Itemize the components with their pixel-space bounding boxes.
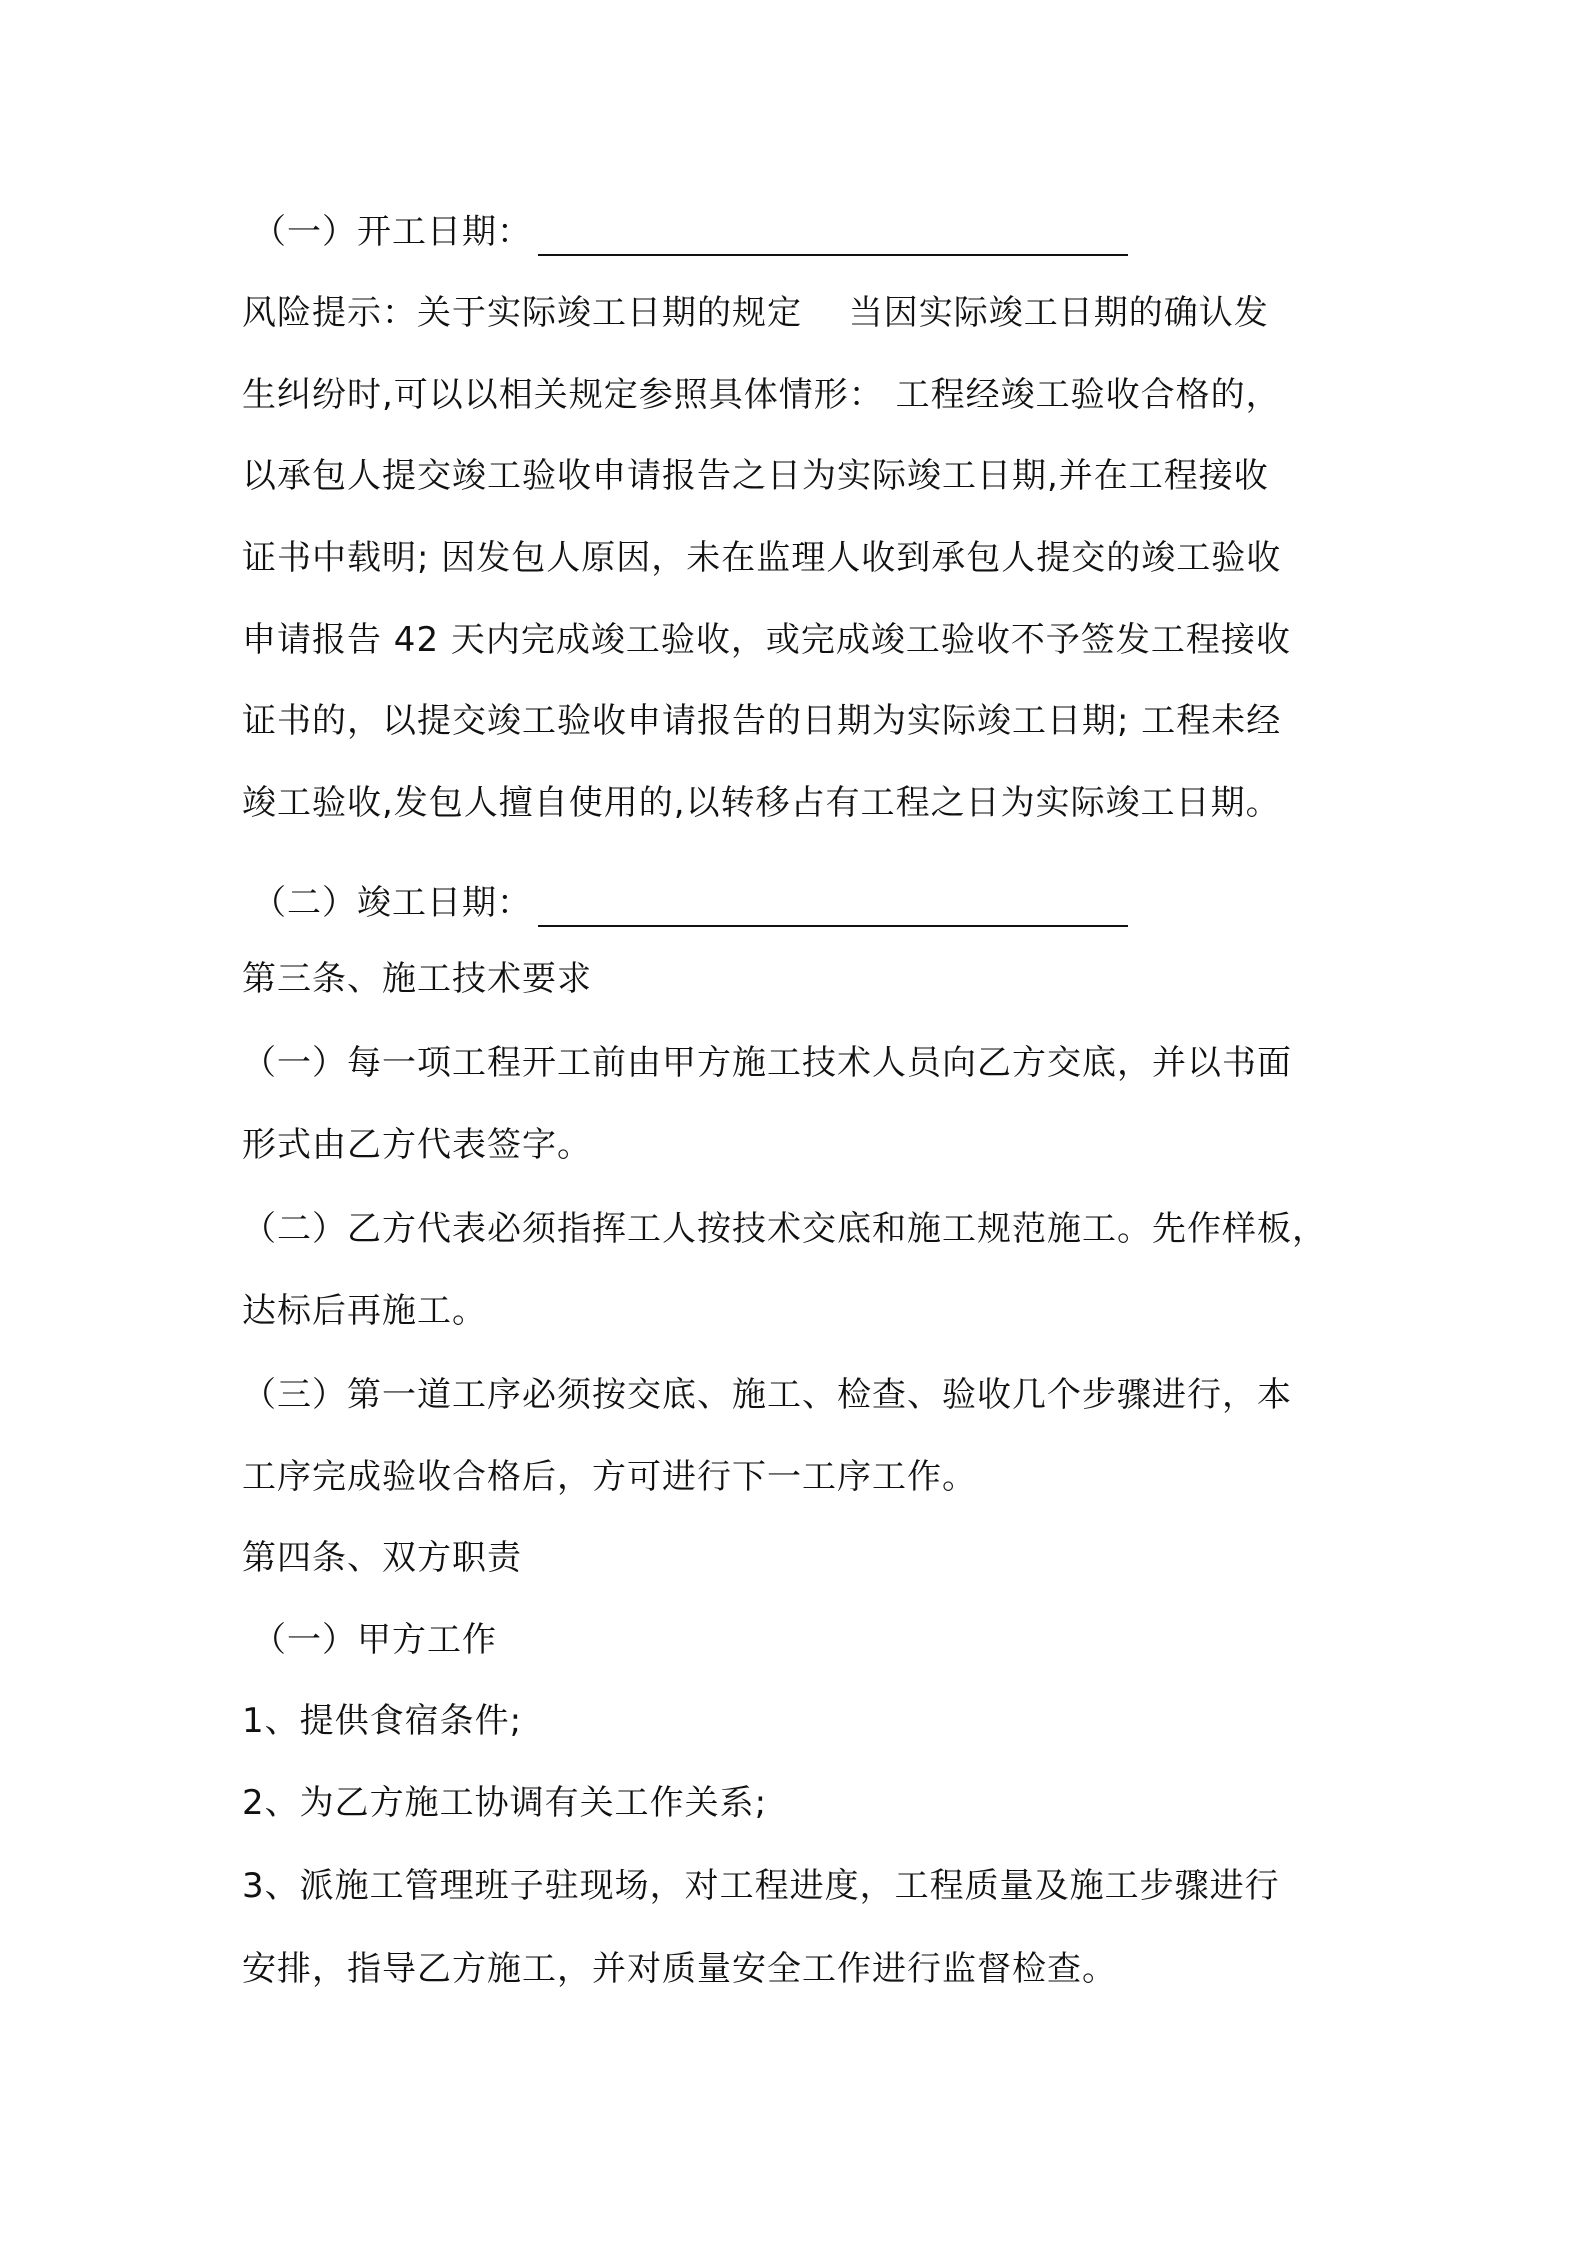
risk-tip-line: 证书中载明; 因发包人原因，未在监理人收到承包人提交的竣工验收: [242, 538, 1282, 578]
article3-title: 第三条、施工技术要求: [242, 959, 592, 999]
risk-tip-line: 风险提示：关于实际竣工日期的规定 当因实际竣工日期的确认发: [242, 293, 1269, 333]
article3-item-line: 达标后再施工。: [242, 1291, 487, 1331]
risk-tip-line: 生纠纷时,可以以相关规定参照具体情形： 工程经竣工验收合格的，: [242, 375, 1281, 415]
article3-item-line: 形式由乙方代表签字。: [242, 1125, 592, 1165]
completion-date-blank[interactable]: [538, 889, 1128, 927]
start-date-blank[interactable]: [538, 218, 1128, 256]
article4-item-line: 1、提供食宿条件;: [242, 1701, 523, 1741]
article3-item-line: （三）第一道工序必须按交底、施工、检查、验收几个步骤进行，本: [242, 1375, 1292, 1415]
article3-item-line: 工序完成验收合格后，方可进行下一工序工作。: [242, 1457, 977, 1497]
completion-date-label: （二）竣工日期：: [252, 883, 532, 923]
article4-subtitle: （一）甲方工作: [252, 1620, 497, 1660]
risk-tip-line: 申请报告 42 天内完成竣工验收，或完成竣工验收不予签发工程接收: [242, 620, 1291, 660]
article3-item-line: （一）每一项工程开工前由甲方施工技术人员向乙方交底，并以书面: [242, 1043, 1292, 1083]
article4-item-line: 3、派施工管理班子驻现场，对工程进度，工程质量及施工步骤进行: [242, 1866, 1280, 1906]
start-date-label: （一）开工日期：: [252, 212, 532, 252]
risk-tip-line: 竣工验收,发包人擅自使用的,以转移占有工程之日为实际竣工日期。: [242, 783, 1281, 823]
start-date-line: [252, 208, 1372, 256]
article4-item-line: 安排，指导乙方施工，并对质量安全工作进行监督检查。: [242, 1949, 1117, 1989]
article4-item-line: 2、为乙方施工协调有关工作关系;: [242, 1783, 768, 1823]
risk-tip-line: 以承包人提交竣工验收申请报告之日为实际竣工日期,并在工程接收: [242, 456, 1269, 496]
article4-title: 第四条、双方职责: [242, 1538, 522, 1578]
article3-item-line: （二）乙方代表必须指挥工人按技术交底和施工规范施工。先作样板，: [242, 1209, 1327, 1249]
risk-tip-line: 证书的，以提交竣工验收申请报告的日期为实际竣工日期; 工程未经: [242, 701, 1282, 741]
completion-date-line: [252, 879, 1372, 927]
